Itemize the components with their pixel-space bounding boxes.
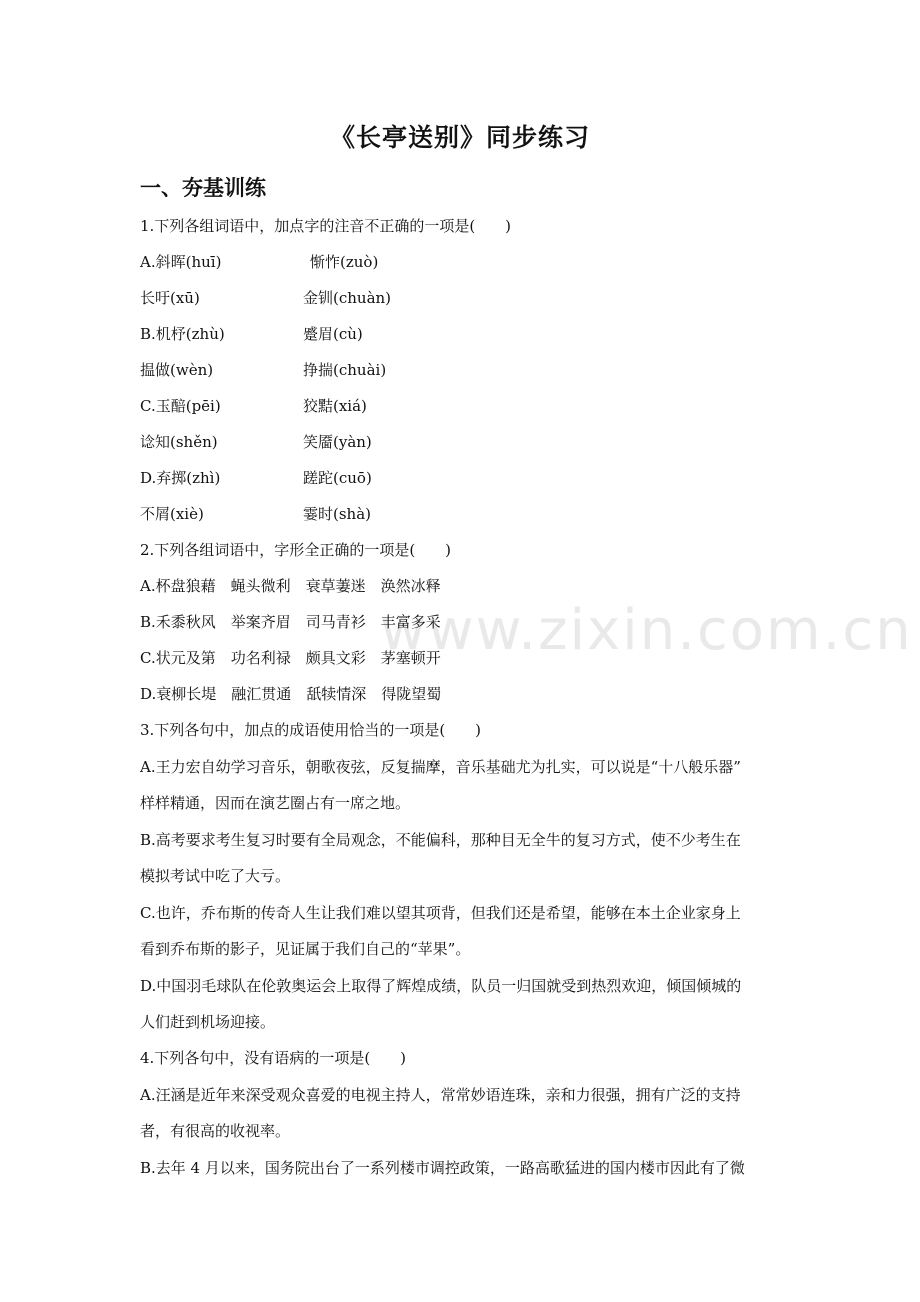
q1-option-c-word4: 笑靥(yàn) — [303, 433, 372, 451]
q1-row — [140, 468, 540, 488]
q4-option-a-line1: A.汪涵是近年来深受观众喜爱的电视主持人，常常妙语连珠，亲和力很强，拥有广泛的支持 — [140, 1086, 741, 1104]
q1-row — [140, 252, 540, 272]
q2-option-d: D.衰柳长堤 融汇贯通 舐犊情深 得陇望蜀 — [140, 685, 442, 703]
q4-option-a-line2: 者，有很高的收视率。 — [140, 1122, 291, 1140]
q1-option-d-word4: 霎时(shà) — [303, 505, 372, 523]
q2-option-b: B.禾黍秋风 举案齐眉 司马青衫 丰富多采 — [140, 613, 441, 631]
q1-option-d-word3: 不屑(xiè) — [140, 505, 204, 523]
question-3-stem: 3.下列各句中，加点的成语使用恰当的一项是( ) — [140, 721, 482, 739]
q1-option-c-word1: C.玉醅(pēi) — [140, 397, 221, 415]
q1-option-b-word3: 揾做(wèn) — [140, 361, 214, 379]
q1-row — [140, 396, 540, 416]
q1-option-b-word4: 挣揣(chuài) — [303, 361, 387, 379]
q1-option-a-word2: 惭怍(zuò) — [310, 253, 379, 271]
q1-row — [140, 504, 540, 524]
q1-option-b-word2: 蹙眉(cù) — [303, 325, 363, 343]
q3-option-a-line2: 样样精通，因而在演艺圈占有一席之地。 — [140, 794, 411, 812]
q1-option-a-word1: A.斜晖(huī) — [140, 253, 222, 271]
question-2-stem: 2.下列各组词语中，字形全正确的一项是( ) — [140, 541, 452, 559]
q1-row — [140, 432, 540, 452]
q1-option-c-word2: 狡黠(xiá) — [303, 397, 367, 415]
q1-row — [140, 360, 540, 380]
document-title: 《长亭送别》同步练习 — [329, 123, 590, 152]
q1-row — [140, 324, 540, 344]
question-1-stem: 1.下列各组词语中，加点字的注音不正确的一项是( ) — [140, 217, 512, 235]
q3-option-b-line1: B.高考要求考生复习时要有全局观念，不能偏科，那种目无全牛的复习方式，使不少考生在 — [140, 831, 741, 849]
watermark: www.zixin.com.cn — [380, 598, 913, 663]
question-4-stem: 4.下列各句中，没有语病的一项是( ) — [140, 1049, 407, 1067]
q3-option-a-line1: A.王力宏自幼学习音乐，朝歌夜弦，反复揣摩，音乐基础尤为扎实，可以说是“十八般乐器” — [140, 758, 741, 776]
q1-row — [140, 288, 540, 308]
q3-option-c-line2: 看到乔布斯的影子，见证属于我们自己的“苹果”。 — [140, 940, 471, 958]
section-heading: 一、夯基训练 — [140, 176, 266, 200]
q2-option-a: A.杯盘狼藉 蝇头微利 衰草萋迷 涣然冰释 — [140, 577, 441, 595]
q1-option-a-word3: 长吁(xū) — [140, 289, 200, 307]
q2-option-c: C.状元及第 功名利禄 颇具文彩 茅塞顿开 — [140, 649, 441, 667]
q3-option-d-line1: D.中国羽毛球队在伦敦奥运会上取得了辉煌成绩，队员一归国就受到热烈欢迎，倾国倾城的 — [140, 977, 742, 995]
q1-option-a-word4: 金钏(chuàn) — [303, 289, 392, 307]
q1-option-d-word1: D.弃掷(zhì) — [140, 469, 221, 487]
q1-option-b-word1: B.机杼(zhù) — [140, 325, 225, 343]
q3-option-d-line2: 人们赶到机场迎接。 — [140, 1013, 276, 1031]
q1-option-c-word3: 谂知(shěn) — [140, 433, 218, 451]
q3-option-c-line1: C.也许，乔布斯的传奇人生让我们难以望其项背，但我们还是希望，能够在本土企业家身上 — [140, 904, 741, 922]
q3-option-b-line2: 模拟考试中吃了大亏。 — [140, 867, 291, 885]
q1-option-d-word2: 蹉跎(cuō) — [303, 469, 372, 487]
q4-option-b-line1: B.去年 4 月以来，国务院出台了一系列楼市调控政策，一路高歌猛进的国内楼市因此有了微 — [140, 1159, 745, 1177]
